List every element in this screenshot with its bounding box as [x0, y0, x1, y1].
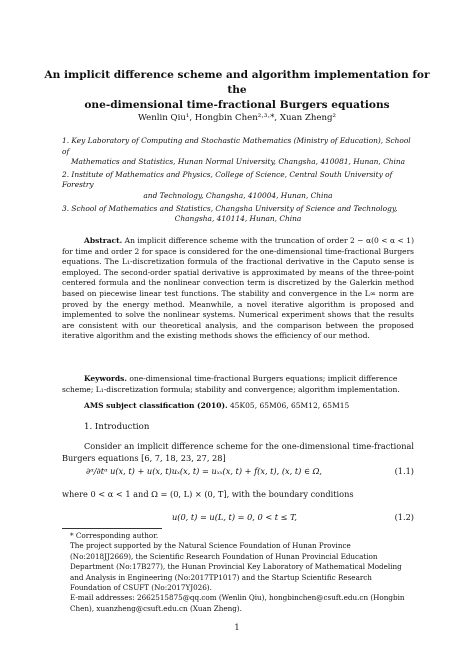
affiliation-2-line-2: and Technology, Changsha, 410004, Hunan, China: [143, 190, 333, 200]
ams-classification: [84, 401, 414, 410]
keywords-label: Keywords.: [84, 374, 127, 383]
page-number: 1: [234, 622, 240, 632]
footnote-corresponding: * Corresponding author.: [70, 531, 159, 540]
affiliation-1: [62, 136, 414, 168]
footnote-funding: The project supported by the Natural Science Foundation of Hunan Province (No:2018JJ2669), the Scientific Research Foundation of Hunan Provincial Education Department (No:17B277), the Hunan Provincial Key Laboratory of Mathematical Modeling and Analysis in Engineering (No:2017TP1017) and the Startup Scientific Research Foundation of CSUFT (No:2017YJ026).: [70, 541, 402, 593]
abstract: [62, 236, 414, 342]
affiliation-3-line-1: 3. School of Mathematics and Statistics, Changsha University of Science and Technology,: [62, 203, 398, 213]
affiliation-3: [62, 204, 414, 225]
section-heading: 1. Introduction: [84, 422, 150, 432]
equation-1-2-expr: u(0, t) = u(L, t) = 0, 0 < t ≤ T,: [172, 512, 297, 522]
where-text: where 0 < α < 1 and Ω = (0, L) × (0, T], with the boundary conditions: [62, 489, 354, 499]
affiliation-2-line-1: 2. Institute of Mathematics and Physics, College of Science, Central South University of Forestry: [62, 169, 393, 190]
keywords-text: one-dimensional time-fractional Burgers equations; implicit difference scheme; L₁-discretization formula; stability and convergence; algorithm implementation.: [62, 374, 400, 394]
author-list: Wenlin Qiu¹, Hongbin Chen²·³·*, Xuan Zheng²: [138, 113, 336, 123]
abstract-text: An implicit difference scheme with the truncation of order 2 − α(0 < α < 1) for time and order 2 for space is considered for the one-dimensional time-fractional Burgers equations. The L₁-discretization formula of the fractional derivative in the Caputo sense is employed. The second-order spatial derivative is approximated by means of the three-point centered formula and the nonlinear convection term is discretized by the Galerkin method based on piecewise linear test functions. The stability and convergence in the L∞ norm are proved by the energy method. Meanwhile, a novel iterative algorithm is proposed and implemented to solve the nonlinear systems. Numerical experiment shows that the results are consistent with our theoretical analysis, and the comparison between the proposed iterative algorithm and the existing methods shows the efficiency of our method.: [62, 236, 414, 341]
affiliation-1-line-1: 1. Key Laboratory of Computing and Stochastic Mathematics (Ministry of Education), School of: [62, 136, 411, 156]
equation-1-1-number: (1.1): [394, 466, 414, 476]
keywords: [62, 374, 414, 395]
equation-1-1-expr: ∂ᵅ/∂tᵅ u(x, t) + u(x, t)uₓ(x, t) = uₓₓ(x, t) + f(x, t), (x, t) ∈ Ω,: [86, 466, 322, 476]
intro-text: Consider an implicit difference scheme for the one-dimensional time-fractional Burgers equations [6, 7, 18, 23, 27, 28]: [62, 441, 414, 463]
paper-title: [40, 68, 434, 113]
affiliations: [62, 136, 414, 227]
footnote-email: E-mail addresses: 2662515875@qq.com (Wenlin Qiu), hongbinchen@csuft.edu.cn (Hongbin Chen), xuanzheng@csuft.edu.cn (Xuan Zheng).: [70, 593, 405, 613]
title-line-2: one-dimensional time-fractional Burgers equations: [84, 99, 390, 111]
affiliation-3-line-2: Changsha, 410114, Hunan, China: [174, 214, 302, 224]
affiliation-2: [62, 170, 414, 202]
footnote-rule: [62, 528, 162, 529]
footnotes: [62, 531, 414, 614]
abstract-label: Abstract.: [84, 236, 123, 245]
ams-codes: 45K05, 65M06, 65M12, 65M15: [230, 401, 350, 410]
equation-1-2-number: (1.2): [394, 512, 414, 522]
title-line-1: An implicit difference scheme and algorithm implementation for the: [44, 69, 430, 96]
ams-label: AMS subject classification (2010).: [84, 401, 228, 410]
affiliation-1-line-2: Mathematics and Statistics, Hunan Normal University, Changsha, 410081, Hunan, China: [70, 157, 406, 167]
intro-paragraph: [62, 440, 414, 464]
